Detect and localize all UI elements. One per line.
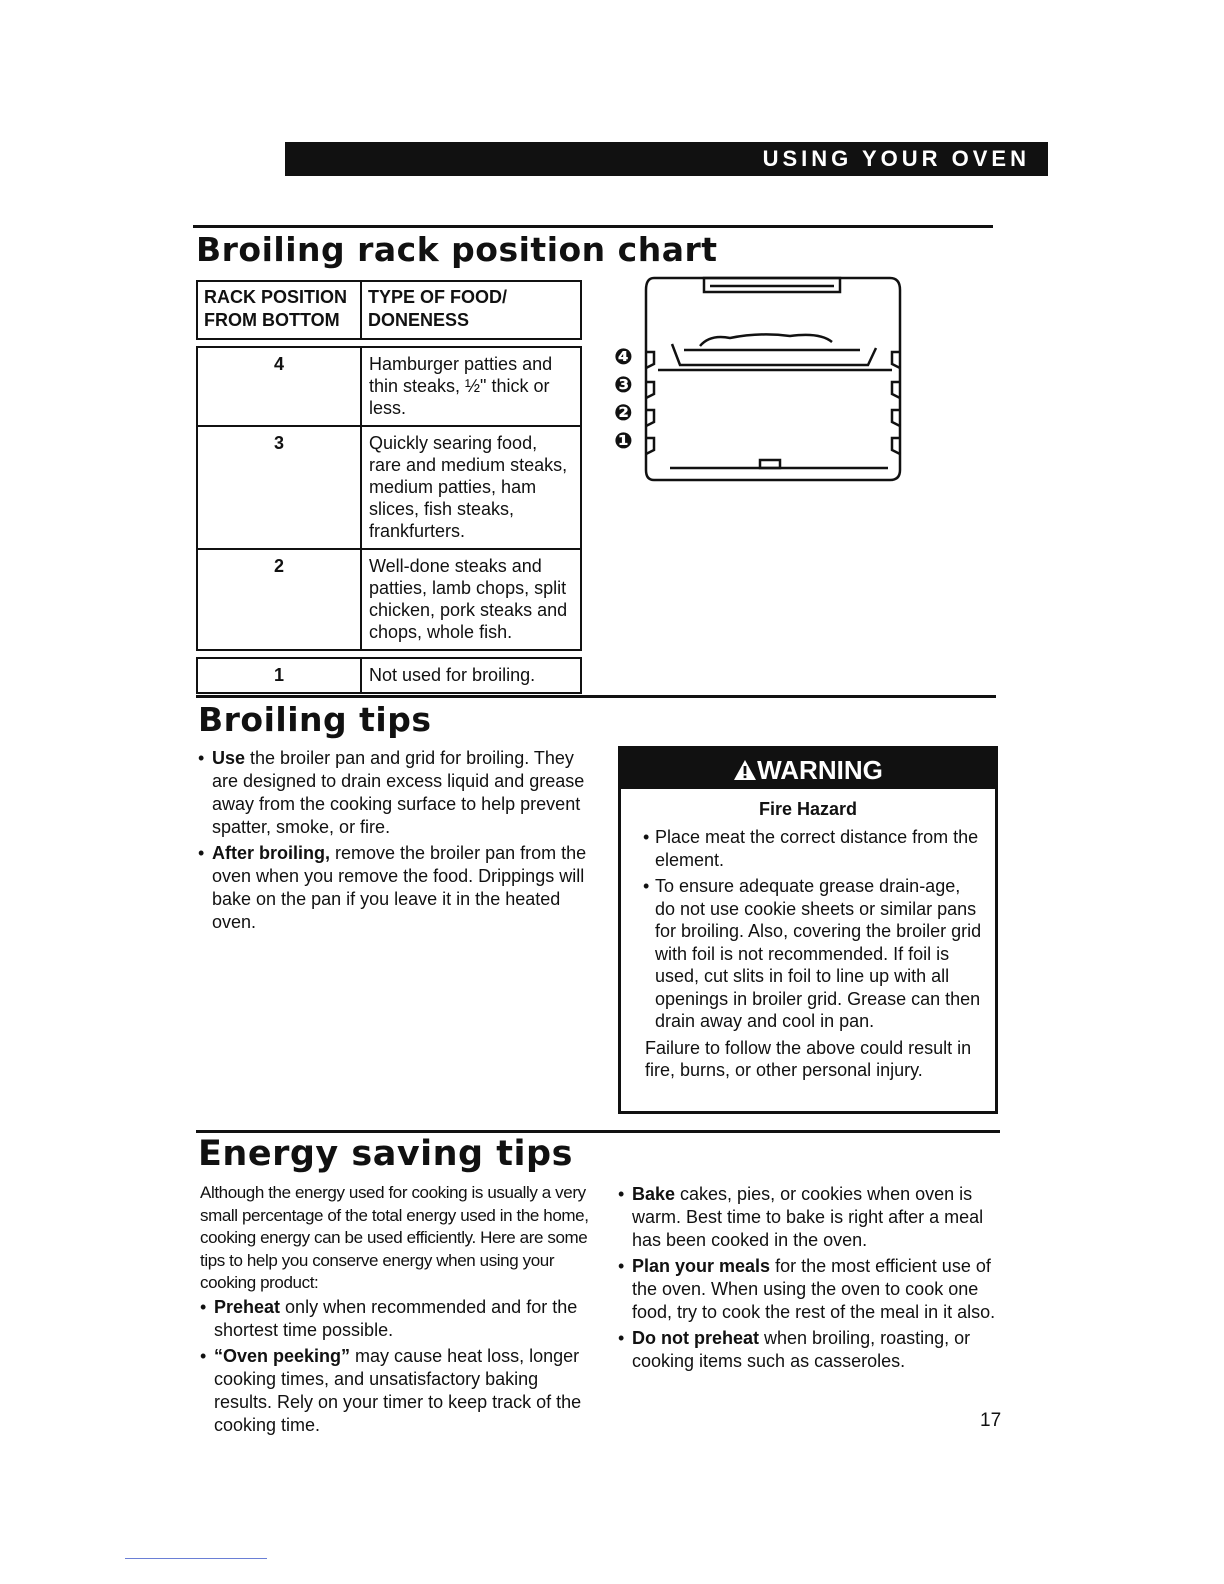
page-number: 17	[980, 1410, 1002, 1431]
divider-rule	[193, 225, 993, 228]
list-item: • To ensure adequate grease drain-age, do not use cookie sheets or similar pans for broiling. Also, covering the broiler grid with foil is not recommended. If foil is used, cut slits in foil to line up with all openings in broiler grid. Grease can then drain away and cool in pan.	[643, 876, 982, 1031]
energy-tips-title: Energy saving tips	[198, 1134, 573, 1174]
energy-tips-intro: Although the energy used for cooking is usually a very small percentage of the total energy used in the home, cooking energy can be used efficiently. Here are some tips to help you conserve energy when using your cooking product:	[200, 1183, 589, 1292]
list-item: • After broiling, remove the broiler pan from the oven when you remove the food. Drippings will bake on the pan if you leave it in the heated oven.	[198, 843, 587, 932]
bullet-icon: •	[200, 1297, 207, 1317]
list-item: • Plan your meals for the most efficient use of the oven. When using the oven to cook one food, try to cook the rest of the meal in it also.	[618, 1256, 996, 1322]
rack-label-1: ❶	[614, 429, 633, 454]
rack-position-table	[196, 280, 582, 694]
rack-position-cell: 4	[197, 347, 361, 426]
warning-heading: WARNING	[757, 755, 883, 785]
list-item: • Use the broiler pan and grid for broiling. They are designed to drain excess liquid and grease away from the cooking surface to help prevent spatter, smoke, or fire.	[198, 748, 585, 837]
bullet-icon: •	[643, 827, 650, 847]
table-row	[197, 658, 581, 693]
chart-section-title: Broiling rack position chart	[196, 230, 718, 269]
bullet-icon: •	[618, 1328, 625, 1348]
column-header-food-type: TYPE OF FOOD/ DONENESS	[361, 281, 581, 339]
bullet-icon: •	[618, 1256, 625, 1276]
rack-label-2: ❷	[614, 401, 633, 426]
divider-rule	[196, 695, 996, 698]
list-item: • Place meat the correct distance from the element.	[643, 827, 979, 870]
bullet-icon: •	[618, 1184, 625, 1204]
broiling-tips-title: Broiling tips	[198, 700, 432, 739]
list-item: • Preheat only when recommended and for the shortest time possible.	[200, 1297, 578, 1340]
food-type-cell: Quickly searing food, rare and medium steaks, medium patties, ham slices, fish steaks, frankfurters.	[361, 426, 581, 549]
energy-tips-right-list	[618, 1183, 1004, 1376]
rack-position-cell: 1	[197, 658, 361, 693]
bullet-icon: •	[643, 876, 650, 896]
food-type-cell: Well-done steaks and patties, lamb chops, split chicken, pork steaks and chops, whole fish.	[361, 549, 581, 650]
warning-footer: Failure to follow the above could result in fire, burns, or other personal injury.	[645, 1037, 972, 1080]
bullet-icon: •	[198, 748, 205, 768]
energy-tips-left-list	[200, 1296, 600, 1440]
warning-triangle-icon	[733, 759, 757, 781]
section-header-bar	[285, 142, 1048, 176]
divider-rule	[196, 1130, 1000, 1133]
table-header-row	[197, 281, 581, 339]
warning-list	[621, 820, 995, 1033]
warning-subheading: Fire Hazard	[758, 799, 858, 819]
oven-rack-diagram	[610, 270, 910, 490]
list-item: • Do not preheat when broiling, roasting, or cooking items such as casseroles.	[618, 1328, 971, 1371]
food-type-cell: Not used for broiling.	[361, 658, 581, 693]
divider-rule	[125, 1558, 267, 1559]
bullet-icon: •	[200, 1346, 207, 1366]
list-item: • Bake cakes, pies, or cookies when oven is warm. Best time to bake is right after a meal has been cooked in the oven.	[618, 1184, 984, 1250]
rack-position-cell: 2	[197, 549, 361, 650]
column-header-rack-position: RACK POSITION FROM BOTTOM	[197, 281, 361, 339]
rack-label-3: ❸	[614, 373, 633, 398]
table-row	[197, 426, 581, 549]
warning-box	[618, 746, 998, 1114]
broiling-tips-list	[198, 747, 588, 937]
table-row	[197, 549, 581, 650]
list-item: • “Oven peeking” may cause heat loss, longer cooking times, and unsatisfactory baking results. Rely on your timer to keep track of the cooking time.	[200, 1346, 582, 1435]
warning-header	[621, 749, 995, 789]
rack-position-cell: 3	[197, 426, 361, 549]
table-row	[197, 347, 581, 426]
bullet-icon: •	[198, 843, 205, 863]
food-type-cell: Hamburger patties and thin steaks, ½" thick or less.	[361, 347, 581, 426]
rack-label-4: ❹	[614, 345, 633, 370]
section-header-title: USING YOUR OVEN	[762, 146, 1030, 171]
